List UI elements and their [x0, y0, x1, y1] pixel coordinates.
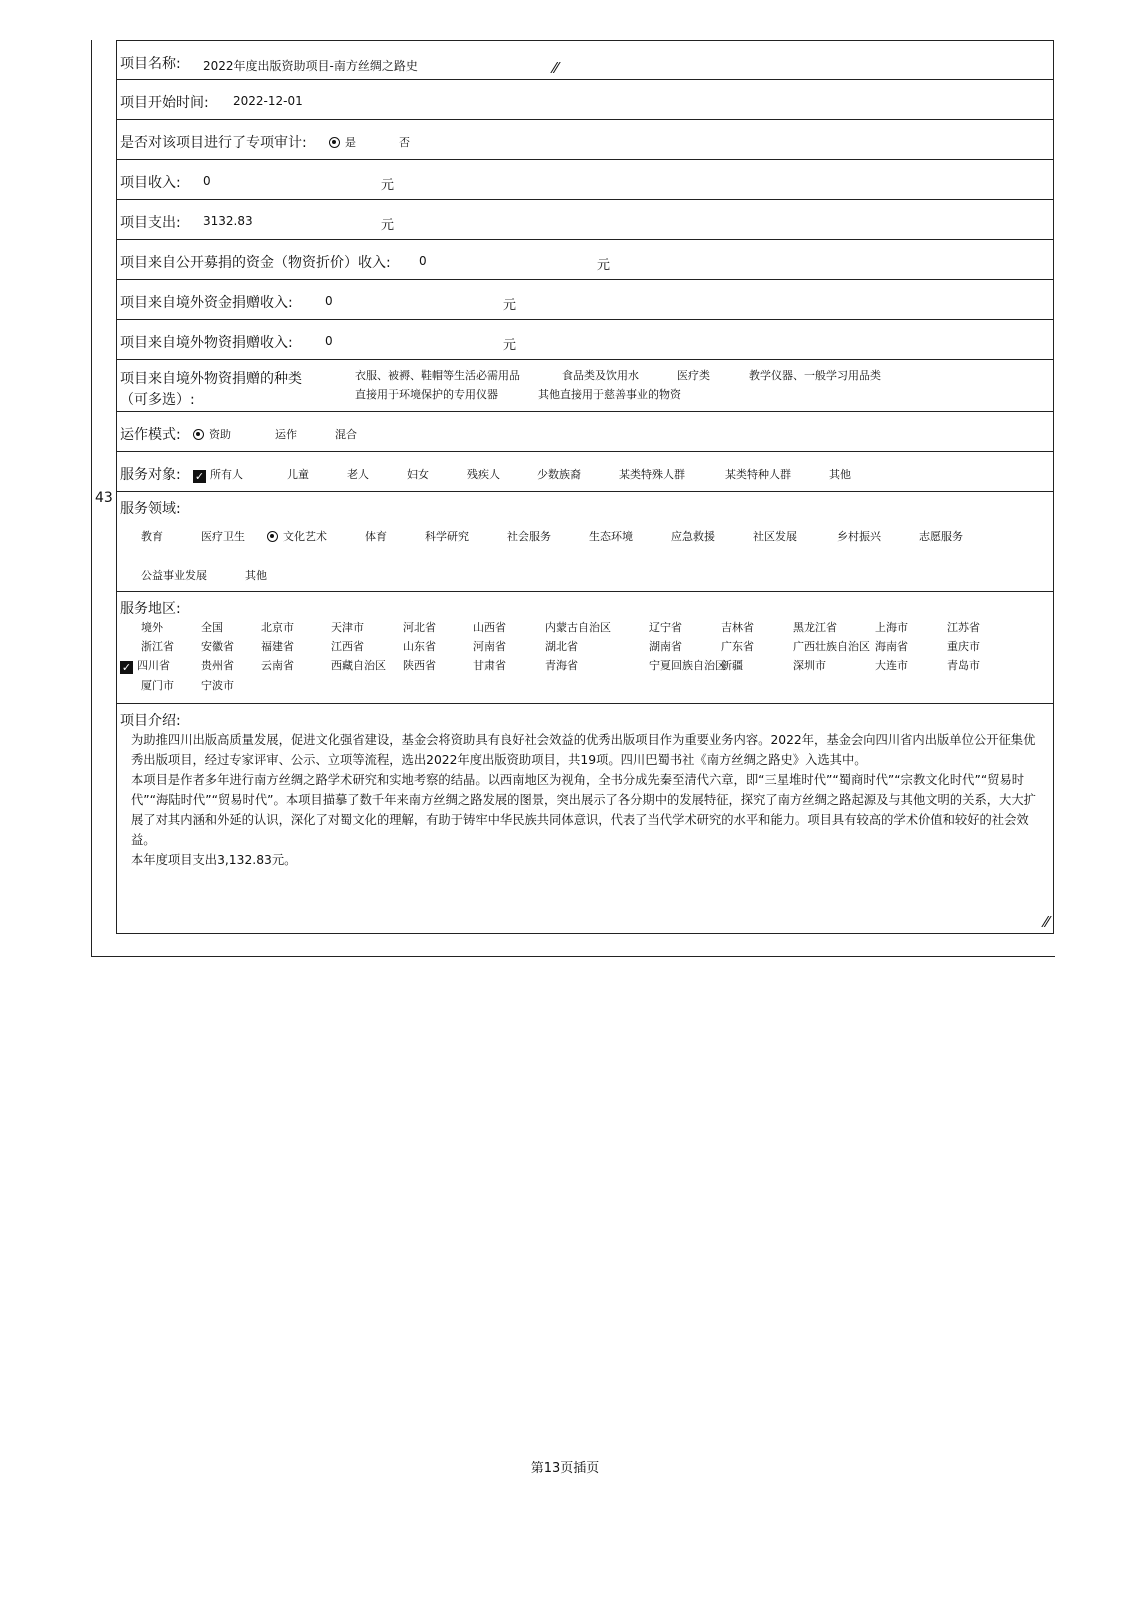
field-option[interactable]: 医疗卫生 [201, 530, 245, 543]
mode-option-funding[interactable]: 资助 [193, 426, 231, 442]
field-option[interactable]: 乡村振兴 [837, 530, 881, 543]
region-option[interactable]: 上海市 [875, 621, 908, 634]
field-option[interactable]: 社会服务 [507, 530, 551, 543]
region-option[interactable]: 江西省 [331, 640, 364, 653]
special-audit-row [116, 120, 1054, 160]
region-option[interactable]: 云南省 [261, 659, 294, 672]
service-regions-row [116, 592, 1054, 704]
region-option[interactable]: 大连市 [875, 659, 908, 672]
project-name-value[interactable]: 2022年度出版资助项目-南方丝绸之路史 [203, 59, 418, 73]
goods-option-environment[interactable]: 直接用于环境保护的专用仪器 [355, 388, 498, 401]
public-fundraising-value[interactable]: 0 [419, 254, 427, 268]
region-option[interactable]: 西藏自治区 [331, 659, 386, 672]
page-footer: 第13页插页 [530, 1461, 600, 1476]
region-option[interactable]: 海南省 [875, 640, 908, 653]
target-option-elderly[interactable]: 老人 [347, 468, 369, 481]
overseas-goods-label: 项目来自境外物资捐赠收入: [120, 335, 293, 351]
goods-option-medical[interactable]: 医疗类 [677, 369, 710, 382]
target-option-all[interactable]: ✓ 所有人 [194, 468, 243, 483]
service-targets-label: 服务对象: [120, 467, 181, 483]
field-option[interactable]: 体育 [365, 530, 387, 543]
target-option-disabled[interactable]: 残疾人 [467, 468, 500, 481]
intro-paragraph: 本项目是作者多年进行南方丝绸之路学术研究和实地考察的结晶。以西南地区为视角，全书分成先秦至清代六章，即“三星堆时代”“蜀商时代”“宗教文化时代”“贸易时代”“海陆时代”“贸易时代”。本项目描摹了数千年来南方丝绸之路发展的图景，突出展示了各分期中的发展特征，探究了南方丝绸之路起源及与其他文明的关系，大大扩展了对其内涵和外延的认识，深化了对蜀文化的理解，有助于铸牢中华民族共同体意识，代表了当代学术研究的水平和能力。项目具有较高的学术价值和较好的社会效益。 [131, 773, 1036, 847]
target-option-specific[interactable]: 某类特种人群 [725, 468, 791, 481]
start-date-row [116, 80, 1054, 120]
resize-handle-icon[interactable]: ⁄⁄ [553, 59, 559, 77]
region-option[interactable]: ✓ 四川省 [121, 659, 170, 674]
overseas-funds-value[interactable]: 0 [325, 294, 333, 308]
region-option[interactable]: 全国 [201, 621, 223, 634]
overseas-goods-value[interactable]: 0 [325, 334, 333, 348]
region-option[interactable]: 青岛市 [947, 659, 980, 672]
region-option[interactable]: 天津市 [331, 621, 364, 634]
region-option[interactable]: 福建省 [261, 640, 294, 653]
service-targets-row [116, 452, 1054, 492]
region-option[interactable]: 青海省 [545, 659, 578, 672]
region-option[interactable]: 陕西省 [403, 659, 436, 672]
region-option[interactable]: 境外 [141, 621, 163, 634]
public-fundraising-unit: 元 [597, 258, 611, 273]
region-option[interactable]: 贵州省 [201, 659, 234, 672]
region-option[interactable]: 广东省 [721, 640, 754, 653]
mode-option-mixed[interactable]: 混合 [335, 428, 357, 441]
start-date-value[interactable]: 2022-12-01 [233, 94, 303, 108]
region-option[interactable]: 河北省 [403, 621, 436, 634]
introduction-label: 项目介绍: [120, 713, 181, 729]
target-option-children[interactable]: 儿童 [287, 468, 309, 481]
goods-types-label-multi: （可多选）: [120, 392, 195, 408]
region-option[interactable]: 宁波市 [201, 679, 234, 692]
overseas-goods-unit: 元 [503, 338, 517, 353]
region-option[interactable]: 广西壮族自治区 [793, 640, 870, 653]
mode-option-operating[interactable]: 运作 [275, 428, 297, 441]
checkbox-checked-icon: ✓ [194, 470, 205, 483]
income-value[interactable]: 0 [203, 174, 211, 188]
region-option[interactable]: 湖南省 [649, 640, 682, 653]
introduction-row [116, 704, 1054, 934]
expense-row [116, 200, 1054, 240]
field-option[interactable]: 公益事业发展 [141, 569, 207, 582]
service-regions-label: 服务地区: [120, 601, 181, 617]
service-fields-label: 服务领域: [120, 501, 181, 517]
goods-types-row [116, 360, 1054, 412]
project-name-row [116, 40, 1054, 80]
field-option[interactable]: 社区发展 [753, 530, 797, 543]
overseas-funds-row [116, 280, 1054, 320]
target-option-minority[interactable]: 少数族裔 [537, 468, 581, 481]
radio-selected-icon [329, 137, 340, 148]
region-option[interactable]: 山西省 [473, 621, 506, 634]
income-row [116, 160, 1054, 200]
special-audit-label: 是否对该项目进行了专项审计: [120, 135, 307, 151]
goods-option-food[interactable]: 食品类及饮用水 [562, 369, 639, 382]
region-option[interactable]: 甘肃省 [473, 659, 506, 672]
checkbox-checked-icon: ✓ [121, 661, 132, 674]
region-option[interactable]: 山东省 [403, 640, 436, 653]
region-option[interactable]: 江苏省 [947, 621, 980, 634]
project-form [116, 40, 1054, 934]
goods-option-teaching[interactable]: 教学仪器、一般学习用品类 [749, 369, 881, 382]
overseas-funds-unit: 元 [503, 298, 517, 313]
region-option[interactable]: 安徽省 [201, 640, 234, 653]
service-fields-row [116, 492, 1054, 592]
expense-unit: 元 [381, 218, 395, 233]
overseas-goods-row [116, 320, 1054, 360]
field-option[interactable]: 应急救援 [671, 530, 715, 543]
expense-label: 项目支出: [120, 215, 181, 231]
region-option[interactable]: 辽宁省 [649, 621, 682, 634]
target-option-other[interactable]: 其他 [829, 468, 851, 481]
income-unit: 元 [381, 178, 395, 193]
field-option[interactable]: 教育 [141, 530, 163, 543]
field-option[interactable]: 志愿服务 [919, 530, 963, 543]
region-option[interactable]: 宁夏回族自治区 [649, 659, 726, 672]
income-label: 项目收入: [120, 175, 181, 191]
public-fundraising-label: 项目来自公开募捐的资金（物资折价）收入: [120, 255, 391, 271]
operation-mode-row [116, 412, 1054, 452]
field-option[interactable]: 其他 [245, 569, 267, 582]
goods-option-daily[interactable]: 衣服、被褥、鞋帽等生活必需用品 [355, 369, 520, 382]
field-option[interactable]: 科学研究 [425, 530, 469, 543]
row-number: 43 [95, 490, 113, 506]
introduction-text[interactable] [131, 730, 1041, 870]
target-option-women[interactable]: 妇女 [407, 468, 429, 481]
region-option[interactable]: 浙江省 [141, 640, 174, 653]
region-option[interactable]: 吉林省 [721, 621, 754, 634]
region-option[interactable]: 北京市 [261, 621, 294, 634]
region-option[interactable]: 厦门市 [141, 679, 174, 692]
expense-value[interactable]: 3132.83 [203, 214, 253, 228]
goods-types-label: 项目来自境外物资捐赠的种类 [120, 371, 302, 387]
audit-option-yes[interactable]: 是 [329, 134, 356, 150]
region-option[interactable]: 重庆市 [947, 640, 980, 653]
project-name-label: 项目名称: [120, 56, 181, 72]
resize-handle-icon[interactable]: ⁄⁄ [1043, 913, 1049, 931]
intro-paragraph: 本年度项目支出3,132.83元。 [131, 853, 297, 867]
region-option[interactable]: 河南省 [473, 640, 506, 653]
target-option-special[interactable]: 某类特殊人群 [619, 468, 685, 481]
intro-paragraph: 为助推四川出版高质量发展，促进文化强省建设，基金会将资助具有良好社会效益的优秀出版项目作为重要业务内容。2022年，基金会向四川省内出版单位公开征集优秀出版项目，经过专家评审、公示、立项等流程，选出2022年度出版资助项目，共19项。四川巴蜀书社《南方丝绸之路史》入选其中。 [131, 733, 1036, 767]
field-option[interactable]: 文化艺术 [267, 528, 327, 544]
region-option[interactable]: 内蒙古自治区 [545, 621, 611, 634]
region-option[interactable]: 深圳市 [793, 659, 826, 672]
public-fundraising-row [116, 240, 1054, 280]
region-option[interactable]: 湖北省 [545, 640, 578, 653]
radio-selected-icon [193, 429, 204, 440]
region-option[interactable]: 新疆 [721, 659, 743, 672]
audit-option-no[interactable]: 否 [399, 136, 410, 149]
radio-selected-icon [267, 531, 278, 542]
overseas-funds-label: 项目来自境外资金捐赠收入: [120, 295, 293, 311]
goods-option-other[interactable]: 其他直接用于慈善事业的物资 [538, 388, 681, 401]
field-option[interactable]: 生态环境 [589, 530, 633, 543]
start-date-label: 项目开始时间: [120, 95, 209, 111]
region-option[interactable]: 黑龙江省 [793, 621, 837, 634]
operation-mode-label: 运作模式: [120, 427, 181, 443]
